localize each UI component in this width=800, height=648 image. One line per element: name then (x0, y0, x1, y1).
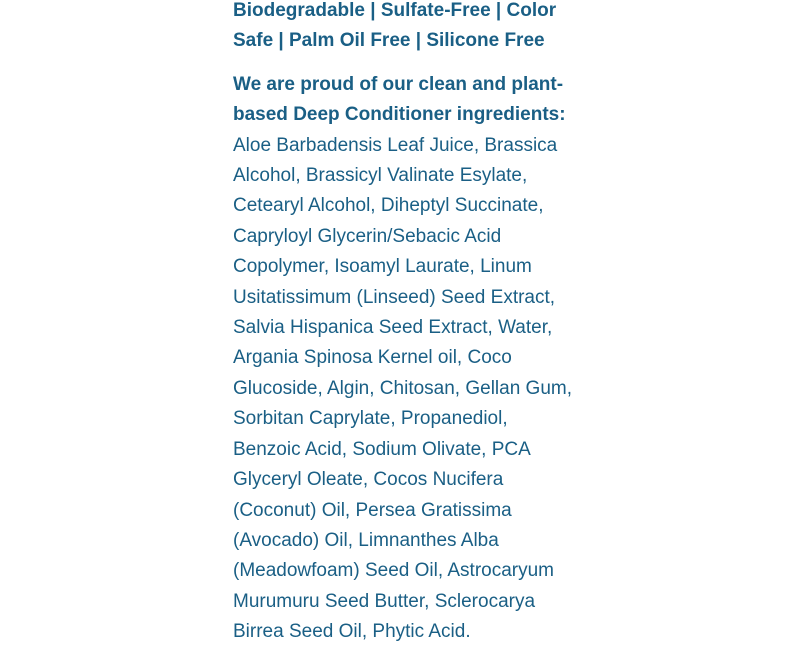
ingredients-list: Aloe Barbadensis Leaf Juice, Brassica Alcohol, Brassicyl Valinate Esylate, Cetearyl Alcohol, Diheptyl Succinate, Capryloyl Glycerin/Sebacic Acid Copolymer, Isoamyl Laurate, Linum Usitatissimum (Linseed) Seed Extract, Salvia Hispanica Seed Extract, Water, Argania Spinosa Kernel oil, Coco Glucoside, Algin, Chitosan, Gellan Gum, Sorbitan Caprylate, Propanediol, Benzoic Acid, Sodium Olivate, PCA Glyceryl Oleate, Cocos Nucifera (Coconut) Oil, Persea Gratissima (Avocado) Oil, Limnanthes Alba (Meadowfoam) Seed Oil, Astrocaryum Murumuru Seed Butter, Sclerocarya Birrea Seed Oil, Phytic Acid. (233, 134, 573, 643)
product-description (233, 0, 578, 648)
ingredients-intro: We are proud of our clean and plant-based Deep Conditioner ingredients: (233, 73, 566, 126)
ingredients-paragraph (233, 70, 578, 648)
product-attributes: Biodegradable | Sulfate-Free | Color Safe | Palm Oil Free | Silicone Free (233, 0, 557, 52)
